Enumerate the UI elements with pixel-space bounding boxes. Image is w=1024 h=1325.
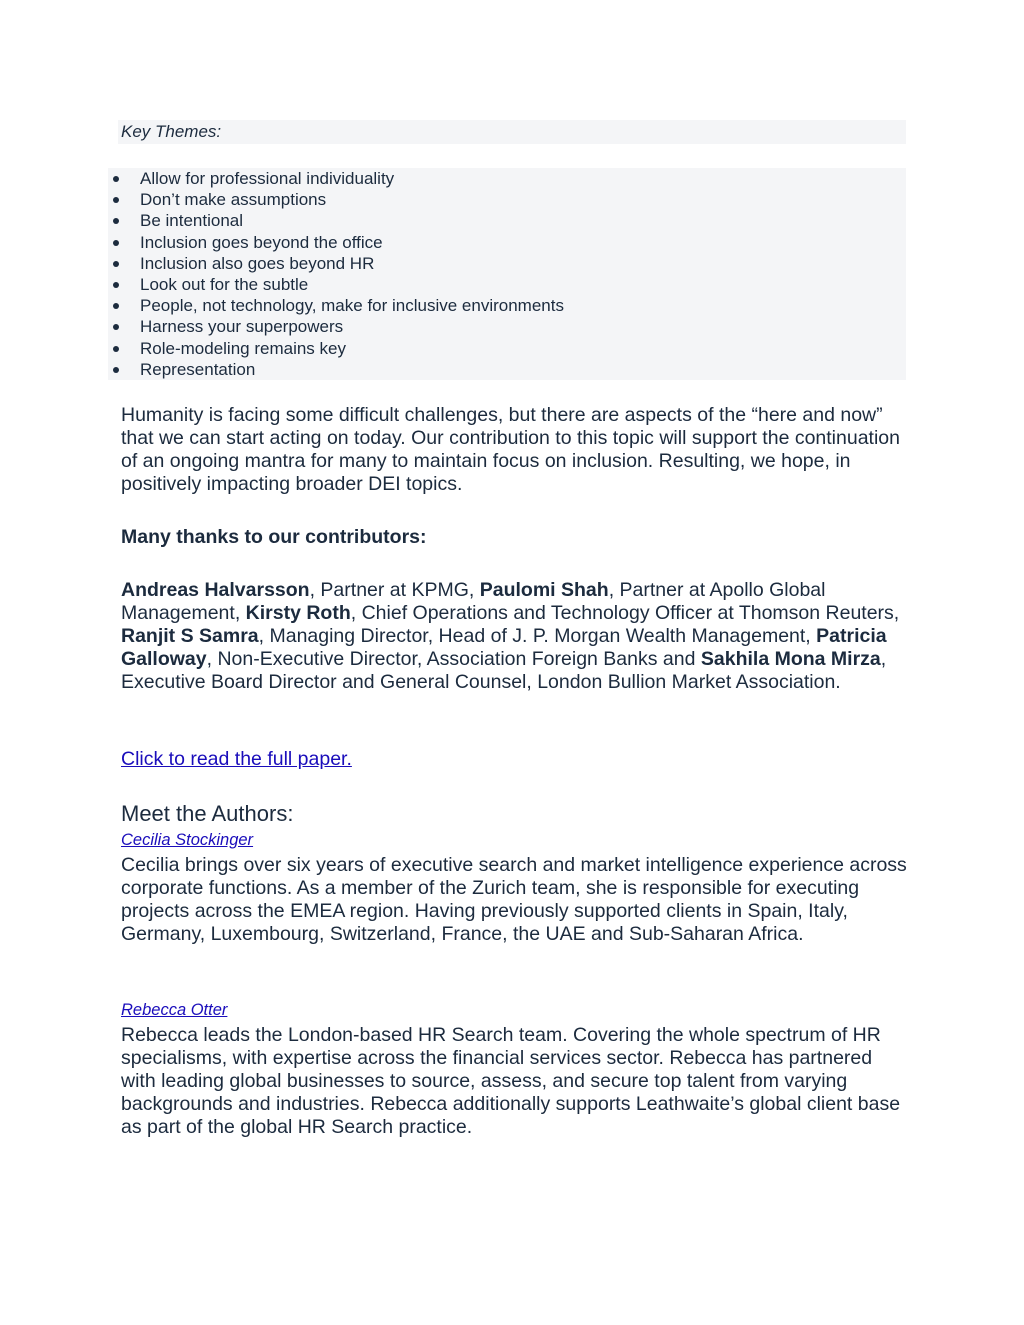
list-item-text: Allow for professional individuality (140, 169, 395, 188)
list-item-text: Inclusion goes beyond the office (140, 232, 383, 252)
list-item-text: People, not technology, make for inclusive environments (140, 296, 564, 316)
list-item (108, 189, 564, 210)
contributor-name: Patricia Galloway (121, 625, 887, 671)
list-item (108, 359, 564, 380)
list-item-text: Don’t make assumptions (140, 190, 327, 210)
list-item-text: Role-modeling remains key (140, 338, 346, 358)
contributors-heading: Many thanks to our contributors: (121, 526, 427, 548)
bullet-icon (113, 282, 119, 288)
intro-paragraph: Humanity is facing some difficult challenges, but there are aspects of the “here and now” that we can start acting on today. Our contribution to this topic will support the continuation of an ongoing mantra for many to maintain focus on inclusion. Resulting, we hope, in positively impacting broader DEI topics. (121, 404, 900, 496)
list-item (108, 274, 564, 295)
bullet-icon (113, 197, 119, 203)
author-bio: Cecilia brings over six years of executive search and market intelligence experience across corporate functions. As a member of the Zurich team, she is responsible for executing projects across the EMEA region. Having previously supported clients in Spain, Italy, Germany, Luxembourg, Switzerland, France, the UAE and Sub-Saharan Africa. (121, 854, 907, 946)
bullet-icon (113, 176, 119, 182)
list-item-text: Be intentional (140, 211, 244, 231)
contributor-name: Andreas Halvarsson (121, 579, 310, 601)
list-item (108, 210, 564, 231)
bullet-icon (113, 367, 119, 373)
contributor-role: , Non-Executive Director, Association Foreign Banks and (206, 648, 701, 671)
contributor-name: Kirsty Roth (245, 602, 351, 625)
bullet-icon (113, 240, 119, 246)
authors-heading: Meet the Authors: (121, 801, 294, 826)
contributor-role: , Chief Operations and Technology Officer at Thomson Reuters, (350, 602, 900, 625)
contributor-role: , Managing Director, Head of J. P. Morgan Wealth Management, (258, 625, 817, 648)
key-themes-heading-bar (118, 120, 906, 144)
author-name-link[interactable]: Rebecca Otter (121, 1001, 228, 1019)
bullet-icon (113, 218, 119, 224)
list-item-text: Representation (140, 359, 256, 379)
key-themes-list-panel (108, 168, 906, 380)
contributor-role: , Partner at KPMG, (309, 579, 480, 601)
bullet-icon (113, 261, 119, 267)
bullet-icon (113, 303, 119, 309)
author-bio: Rebecca leads the London-based HR Search team. Covering the whole spectrum of HR specialisms, with expertise across the financial services sector. Rebecca has partnered with leading global businesses to source, assess, and secure top talent from varying backgrounds and industries. Rebecca additionally supports Leathwaite’s global client base as part of the global HR Search practice. (121, 1024, 901, 1139)
key-themes-list (108, 168, 564, 380)
bullet-icon (113, 346, 119, 352)
contributor-role: , Partner at Apollo Global Management, (121, 579, 826, 625)
key-themes-heading: Key Themes: (121, 122, 222, 141)
list-item (108, 253, 564, 274)
list-item (108, 232, 564, 253)
bullet-icon (113, 324, 119, 330)
contributor-name: Paulomi Shah (479, 579, 609, 601)
list-item (108, 316, 564, 337)
author-name-link[interactable]: Cecilia Stockinger (121, 831, 254, 849)
list-item (108, 168, 564, 189)
contributor-name: Sakhila Mona Mirza (700, 648, 881, 671)
contributor-role: , Executive Board Director and General Counsel, London Bullion Market Association. (121, 648, 887, 694)
list-item-text: Harness your superpowers (140, 317, 344, 337)
full-paper-link[interactable]: Click to read the full paper. (121, 748, 352, 770)
list-item (108, 295, 564, 316)
contributors-paragraph (121, 579, 911, 694)
contributor-name: Ranjit S Samra (121, 625, 259, 648)
list-item-text: Look out for the subtle (140, 274, 309, 294)
list-item-text: Inclusion also goes beyond HR (140, 253, 375, 273)
list-item (108, 338, 564, 359)
full-paper-paragraph (121, 748, 911, 771)
